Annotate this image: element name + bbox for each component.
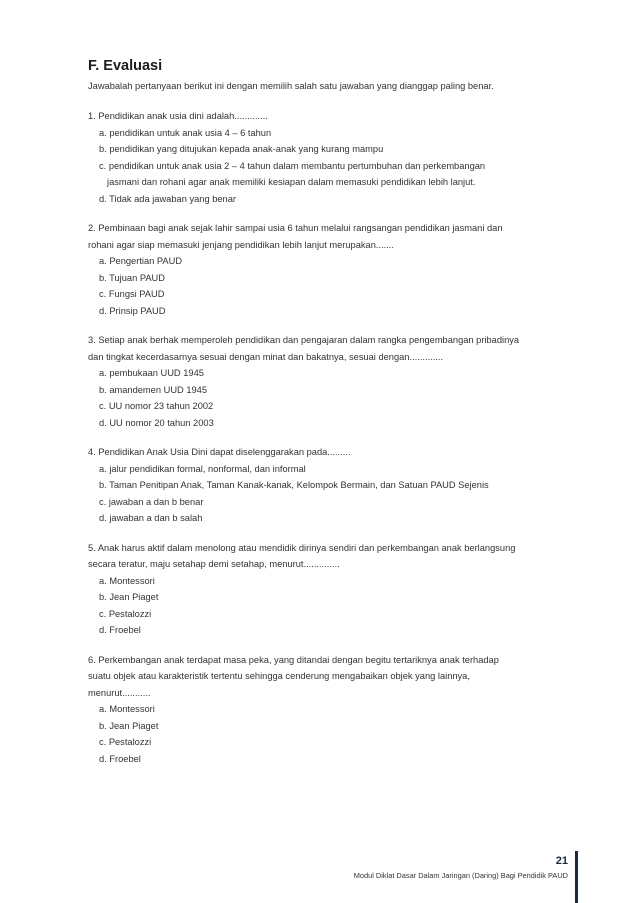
answer-option-c: c. jawaban a dan b benar <box>99 496 204 507</box>
answer-option-d: d. Tidak ada jawaban yang benar <box>99 193 236 204</box>
answer-option-b: b. Jean Piaget <box>99 720 159 731</box>
footer-module-title: Modul Diklat Dasar Dalam Jaringan (Daring) Bagi Pendidik PAUD <box>353 871 568 880</box>
answer-option-d: d. Prinsip PAUD <box>99 305 166 316</box>
section-title: F. Evaluasi <box>88 58 163 74</box>
answer-option-c: c. pendidikan untuk anak usia 2 – 4 tahun dalam membantu pertumbuhan dan perkembangan <box>99 160 486 171</box>
answer-option-a: a. Montessori <box>99 704 155 714</box>
question-3 <box>88 332 578 431</box>
answer-option-c: c. UU nomor 23 tahun 2002 <box>99 401 214 411</box>
answer-option-d: d. Froebel <box>99 625 141 635</box>
question-2 <box>88 220 578 319</box>
answer-option-a: a. Pengertian PAUD <box>99 256 183 266</box>
question-4 <box>88 444 578 527</box>
question-stem: 5. Anak harus aktif dalam menolong atau mendidik dirinya sendiri dan perkembangan anak berlangsung secara teratur, maju setahap demi setahap, menurut.............. <box>88 542 516 569</box>
question-stem: 3. Setiap anak berhak memperoleh pendidikan dan pengajaran dalam rangka pengembangan pribadinya dan tingkat kecerdasarnya sesuai dengan minat dan bakatnya, sesuai dengan............. <box>88 335 520 362</box>
page-number: 21 <box>555 855 568 867</box>
answer-option-b: b. amandemen UUD 1945 <box>99 384 208 395</box>
question-stem: 6. Perkembangan anak terdapat masa peka, yang ditandai dengan begitu tertariknya anak terhadap suatu objek atau karakteristik tertentu sehingga cenderung mengabaikan objek yang lainnya, menurut........... <box>88 654 499 698</box>
answer-option-c-continued: jasmani dan rohani agar anak memiliki kesiapan dalam memasuki pendidikan lebih lanjut. <box>107 177 476 187</box>
question-1 <box>88 108 578 207</box>
answer-option-d: d. Froebel <box>99 753 141 764</box>
answer-option-b: b. Taman Penitipan Anak, Taman Kanak-kanak, Kelompok Bermain, dan Satuan PAUD Sejenis <box>99 480 489 490</box>
answer-option-b: b. pendidikan yang ditujukan kepada anak-anak yang kurang mampu <box>99 144 384 154</box>
answer-option-b: b. Jean Piaget <box>99 592 159 602</box>
section-instruction: Jawabalah pertanyaan berikut ini dengan memilih salah satu jawaban yang dianggap paling benar. <box>88 81 494 91</box>
answer-option-b: b. Tujuan PAUD <box>99 272 165 283</box>
answer-option-a: a. pendidikan untuk anak usia 4 – 6 tahun <box>99 127 272 138</box>
answer-option-d: d. UU nomor 20 tahun 2003 <box>99 417 214 428</box>
answer-option-d: d. jawaban a dan b salah <box>99 513 203 523</box>
answer-option-a: a. jalur pendidikan formal, nonformal, dan informal <box>99 463 306 474</box>
question-stem: 4. Pendidikan Anak Usia Dini dapat diselenggarakan pada......... <box>88 447 351 457</box>
answer-option-a: a. pembukaan UUD 1945 <box>99 368 204 378</box>
question-stem: 1. Pendidikan anak usia dini adalah............. <box>88 111 268 121</box>
question-stem: 2. Pembinaan bagi anak sejak lahir sampai usia 6 tahun melalui rangsangan pendidikan jasmani dan rohani agar siap memasuki jenjang pendidikan lebih lanjut merupakan....... <box>88 223 503 250</box>
answer-option-c: c. Fungsi PAUD <box>99 289 165 299</box>
answer-option-a: a. Montessori <box>99 575 155 586</box>
answer-option-c: c. Pestalozzi <box>99 608 152 619</box>
answer-option-c: c. Pestalozzi <box>99 737 152 747</box>
question-5 <box>88 540 578 639</box>
footer-accent-bar <box>575 851 578 903</box>
question-list <box>88 108 578 767</box>
question-6 <box>88 652 578 768</box>
